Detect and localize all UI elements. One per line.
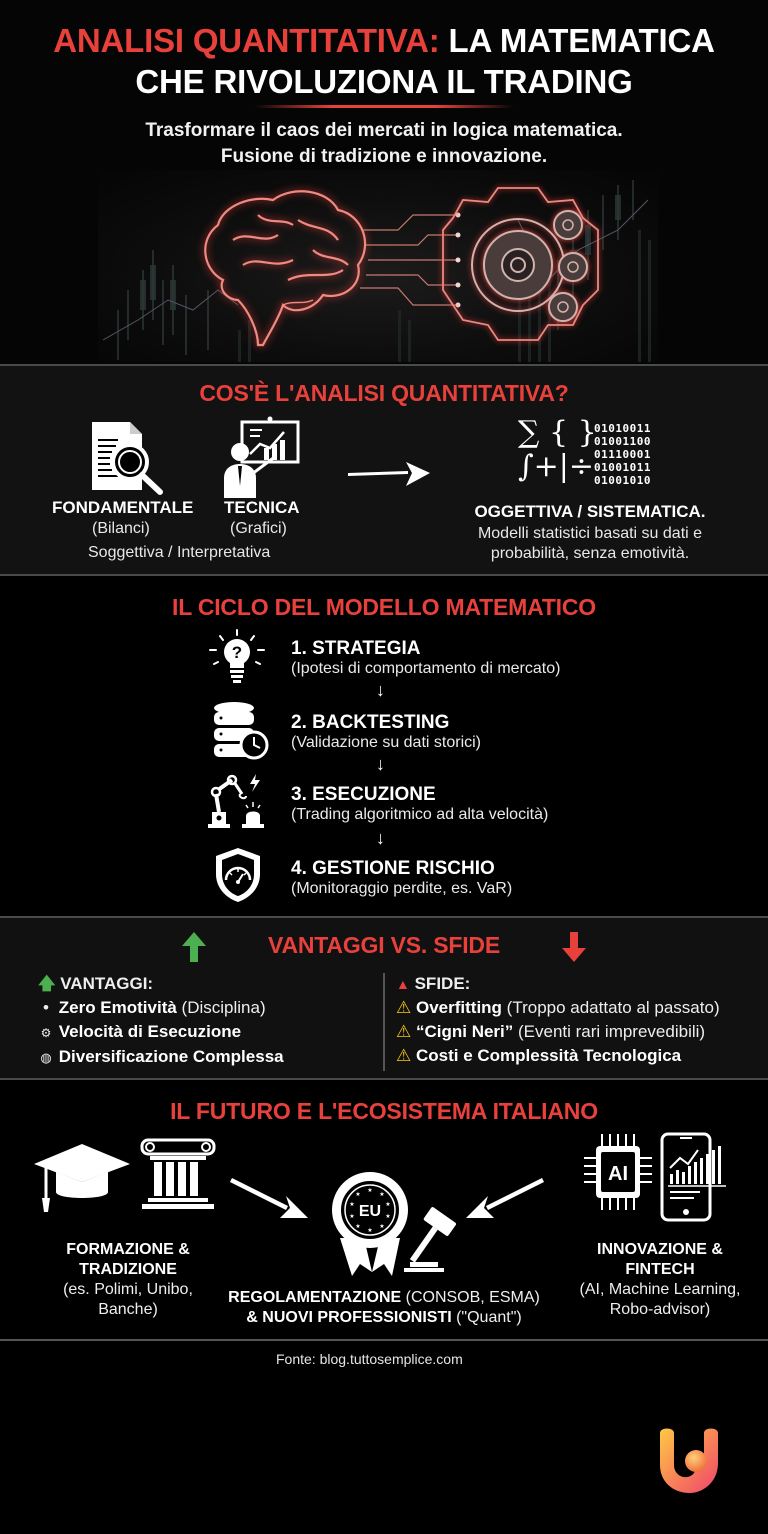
lightbulb-question-icon	[208, 628, 266, 686]
step-description: (Ipotesi di comportamento di mercato)	[291, 660, 561, 677]
step-description: (Monitoraggio perdite, es. VaR)	[291, 880, 513, 897]
advantage-item: ⚙ Velocità di Esecuzione	[38, 1020, 284, 1045]
subtitle: Trasformare il caos dei mercati in logica matematica. Fusione di tradizione e innovazione.	[145, 120, 623, 167]
section-future	[0, 1078, 768, 1341]
section-title: VANTAGGI VS. SFIDE	[268, 932, 500, 958]
binary-code: 01010011 01001100 01110001 01001011 01001010	[594, 422, 651, 487]
section-title: IL FUTURO E L'ECOSISTEMA ITALIANO	[170, 1098, 598, 1124]
svg-text:★: ★	[355, 1223, 361, 1230]
traditional-note: Soggettiva / Interpretativa	[88, 544, 271, 561]
hero-illustration	[98, 170, 658, 362]
svg-text:★: ★	[355, 1191, 361, 1198]
quant-description: Modelli statistici basati su dati e probabilità, senza emotività.	[477, 525, 703, 562]
challenge-item: ⚠ Overfitting (Troppo adattato al passato)	[396, 998, 720, 1017]
up-arrow-icon: 🡅	[38, 974, 56, 993]
quant-label: OGGETTIVA / SISTEMATICA.	[474, 502, 706, 521]
speed-gear-icon: ⚙	[40, 1026, 52, 1040]
step-description: (Validazione su dati storici)	[291, 734, 482, 751]
step-title: 4. GESTIONE RISCHIO	[291, 858, 495, 879]
page-title: ANALISI QUANTITATIVA: LA MATEMATICA CHE RIVOLUZIONA IL TRADING	[53, 22, 715, 100]
fintech-block: INNOVAZIONE & FINTECH (AI, Machine Learning, Robo-advisor)	[579, 1241, 741, 1318]
warning-icon: ⚠	[396, 1022, 412, 1041]
regulation-block: REGOLAMENTAZIONE (CONSOB, ESMA) & NUOVI PROFESSIONISTI ("Quant")	[228, 1289, 540, 1326]
candlestick-chart-background	[98, 170, 658, 362]
eu-badge-gavel-icon	[322, 1168, 472, 1278]
warning-icon: ⚠	[396, 998, 412, 1017]
database-clock-icon	[212, 700, 270, 760]
svg-text:★: ★	[385, 1201, 391, 1208]
warning-icon: ⚠	[396, 1046, 412, 1065]
svg-text:AI: AI	[608, 1163, 628, 1185]
down-arrow-icon: ↓	[376, 828, 385, 848]
step-title: 1. STRATEGIA	[291, 638, 421, 659]
bullet-icon: •	[43, 998, 49, 1017]
challenges-list	[396, 972, 720, 1068]
svg-text:★: ★	[367, 1227, 373, 1234]
advantage-item: • Zero Emotività (Disciplina)	[38, 996, 284, 1020]
robot-arm-icon	[206, 772, 268, 830]
section-what-is	[0, 364, 768, 575]
smartphone-chart-icon	[660, 1132, 730, 1222]
svg-text:★: ★	[349, 1213, 355, 1220]
down-arrow-icon: ↓	[376, 680, 385, 700]
svg-text:EU: EU	[358, 1203, 382, 1220]
down-arrow-icon: ↓	[376, 754, 385, 774]
advantages-list	[38, 972, 284, 1070]
step-title: 2. BACKTESTING	[291, 712, 450, 733]
challenges-heading: ▲ SFIDE:	[396, 974, 471, 993]
tuttosemplice-logo	[654, 1425, 724, 1497]
alert-icon: ▲	[396, 976, 410, 992]
technical-label: TECNICA	[224, 498, 300, 517]
math-symbols-icon: ∑ { } ∫+|÷	[518, 415, 597, 484]
svg-text:★: ★	[385, 1213, 391, 1220]
svg-text:★: ★	[349, 1201, 355, 1208]
svg-text:★: ★	[379, 1223, 385, 1230]
fundamental-sub: (Bilanci)	[92, 520, 150, 537]
challenge-item: ⚠ “Cigni Neri” (Eventi rari imprevedibili)	[396, 1022, 706, 1041]
graduation-cap-icon	[32, 1142, 132, 1214]
svg-text:★: ★	[379, 1191, 385, 1198]
column-divider	[383, 973, 385, 1071]
document-magnifier-icon	[88, 418, 168, 496]
red-down-arrow-icon	[560, 930, 588, 964]
challenge-item: ⚠ Costi e Complessità Tecnologica	[396, 1046, 682, 1065]
education-block: FORMAZIONE & TRADIZIONE (es. Polimi, Unibo, Banche)	[63, 1241, 193, 1318]
brain-icon	[205, 191, 365, 345]
title-underline	[254, 105, 514, 108]
section-advantages-vs-challenges	[0, 916, 768, 1079]
section-title: COS'È L'ANALISI QUANTITATIVA?	[199, 380, 569, 406]
footer	[0, 1339, 768, 1534]
arrow-diagonal-left-icon	[462, 1174, 544, 1222]
svg-text:★: ★	[367, 1187, 373, 1194]
svg-text:?: ?	[231, 643, 243, 662]
fundamental-label: FONDAMENTALE	[52, 498, 194, 517]
ai-chip-icon	[582, 1132, 654, 1212]
step-title: 3. ESECUZIONE	[291, 784, 436, 805]
step-description: (Trading algoritmico ad alta velocità)	[291, 806, 549, 823]
advantage-item: ◍ Diversificazione Complessa	[38, 1045, 284, 1070]
header	[0, 0, 768, 365]
classical-column-icon	[140, 1138, 216, 1210]
arrow-right-icon	[348, 460, 432, 488]
advantages-heading: 🡅 VANTAGGI:	[38, 974, 154, 993]
shield-gauge-icon	[212, 846, 264, 904]
section-cycle	[0, 574, 768, 917]
globe-icon: ◍	[40, 1050, 52, 1065]
section-title: IL CICLO DEL MODELLO MATEMATICO	[172, 594, 596, 620]
technical-sub: (Grafici)	[230, 520, 287, 537]
source-text: Fonte: blog.tuttosemplice.com	[276, 1351, 463, 1367]
arrow-diagonal-right-icon	[230, 1174, 312, 1222]
presenter-chart-icon	[220, 416, 302, 498]
